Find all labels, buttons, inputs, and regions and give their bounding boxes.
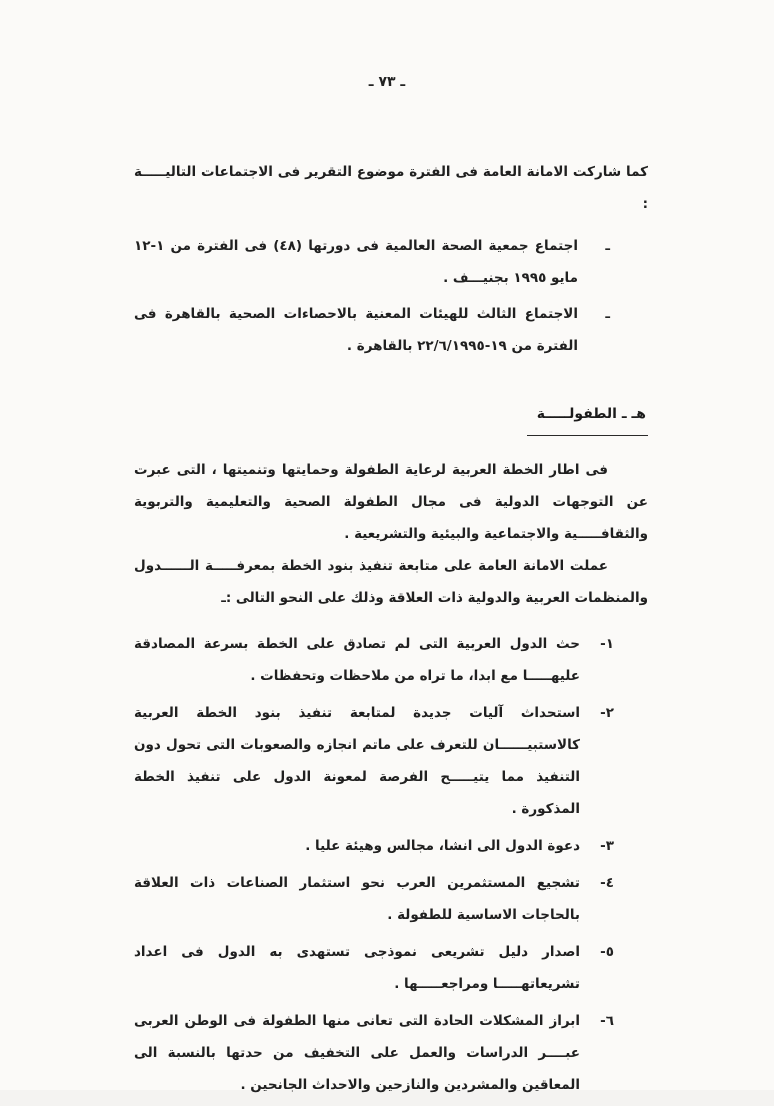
meetings-list xyxy=(134,230,648,362)
numbered-item xyxy=(134,936,648,1000)
item-text: ابراز المشكلات الحادة التى تعانى منها الطفولة فى الوطن العربى عبــــر الدراسات والعمل على التخفيف من حدتها بالنسبة الى المعاقين والمشردين والنازحين والاحداث الجانحين . xyxy=(134,1013,580,1093)
list-item xyxy=(134,230,648,294)
page-number: ـ ٧٣ ـ xyxy=(368,74,406,90)
item-number: ١- xyxy=(600,636,614,652)
item-number: ٤- xyxy=(600,875,614,891)
item-number: ٦- xyxy=(600,1013,614,1029)
item-text: حث الدول العربية التى لم تصادق على الخطة بسرعة المصادقة عليهـــــا مع ابدا، ما تراه من ملاحظات وتحفظات . xyxy=(134,636,580,684)
item-text: دعوة الدول الى انشا، مجالس وهيئة عليا . xyxy=(305,838,580,854)
dash-marker: ـ xyxy=(605,238,610,254)
item-number: ٢- xyxy=(600,705,614,721)
numbered-list xyxy=(134,628,648,1101)
item-text: تشجيع المستثمرين العرب نحو استثمار الصناعات ذات العلاقة بالحاجات الاساسية للطفولة . xyxy=(134,875,580,923)
page-content xyxy=(134,156,648,1106)
numbered-item xyxy=(134,830,648,862)
section-heading: هـ ـ الطفولـــــة xyxy=(527,398,648,436)
meeting-text: اجتماع جمعية الصحة العالمية فى دورتها (٤٨) فى الفترة من ١-١٢ مايو ١٩٩٥ بجنيـــف . xyxy=(134,238,579,286)
intro-paragraph: كما شاركت الامانة العامة فى الفترة موضوع التقرير فى الاجتماعات التاليـــــة : xyxy=(134,164,648,212)
numbered-item xyxy=(134,628,648,692)
body-paragraph: عملت الامانة العامة على متابعة تنفيذ بنود الخطة بمعرفـــــة الــــــدول والمنظمات العربية والدولية ذات العلاقة وذلك على النحو التالى :ـ xyxy=(134,558,648,606)
numbered-item xyxy=(134,867,648,931)
meeting-text: الاجتماع الثالث للهيئات المعنية بالاحصاءات الصحية بالقاهرة فى الفترة من ١٩-٢٢/٦/١٩٩٥ بالقاهرة . xyxy=(134,306,578,354)
item-number: ٥- xyxy=(600,944,614,960)
numbered-item xyxy=(134,1005,648,1101)
body-paragraph: فى اطار الخطة العربية لرعاية الطفولة وحمايتها وتنميتها ، التى عبرت عن التوجهات الدولية فى مجال الطفولة الصحية والتعليمية والتربوية والثقافـــــية والاجتماعية والبيئية والتشريعية . xyxy=(134,462,648,542)
item-number: ٣- xyxy=(600,838,614,854)
numbered-item xyxy=(134,697,648,825)
item-text: اصدار دليل تشريعى نموذجى تستهدى به الدول فى اعداد تشريعاتهـــــا ومراجعـــــها . xyxy=(134,944,580,992)
item-text: استحداث آليات جديدة لمتابعة تنفيذ بنود الخطة العربية كالاستبيــــــان للتعرف على ماتم انجازه والصعوبات التى تحول دون التنفيذ مما يتيـــــح الفرصة لمعونة الدول على تنفيذ الخطة المذكورة . xyxy=(134,705,580,817)
dash-marker: ـ xyxy=(605,306,610,322)
list-item xyxy=(134,298,648,362)
